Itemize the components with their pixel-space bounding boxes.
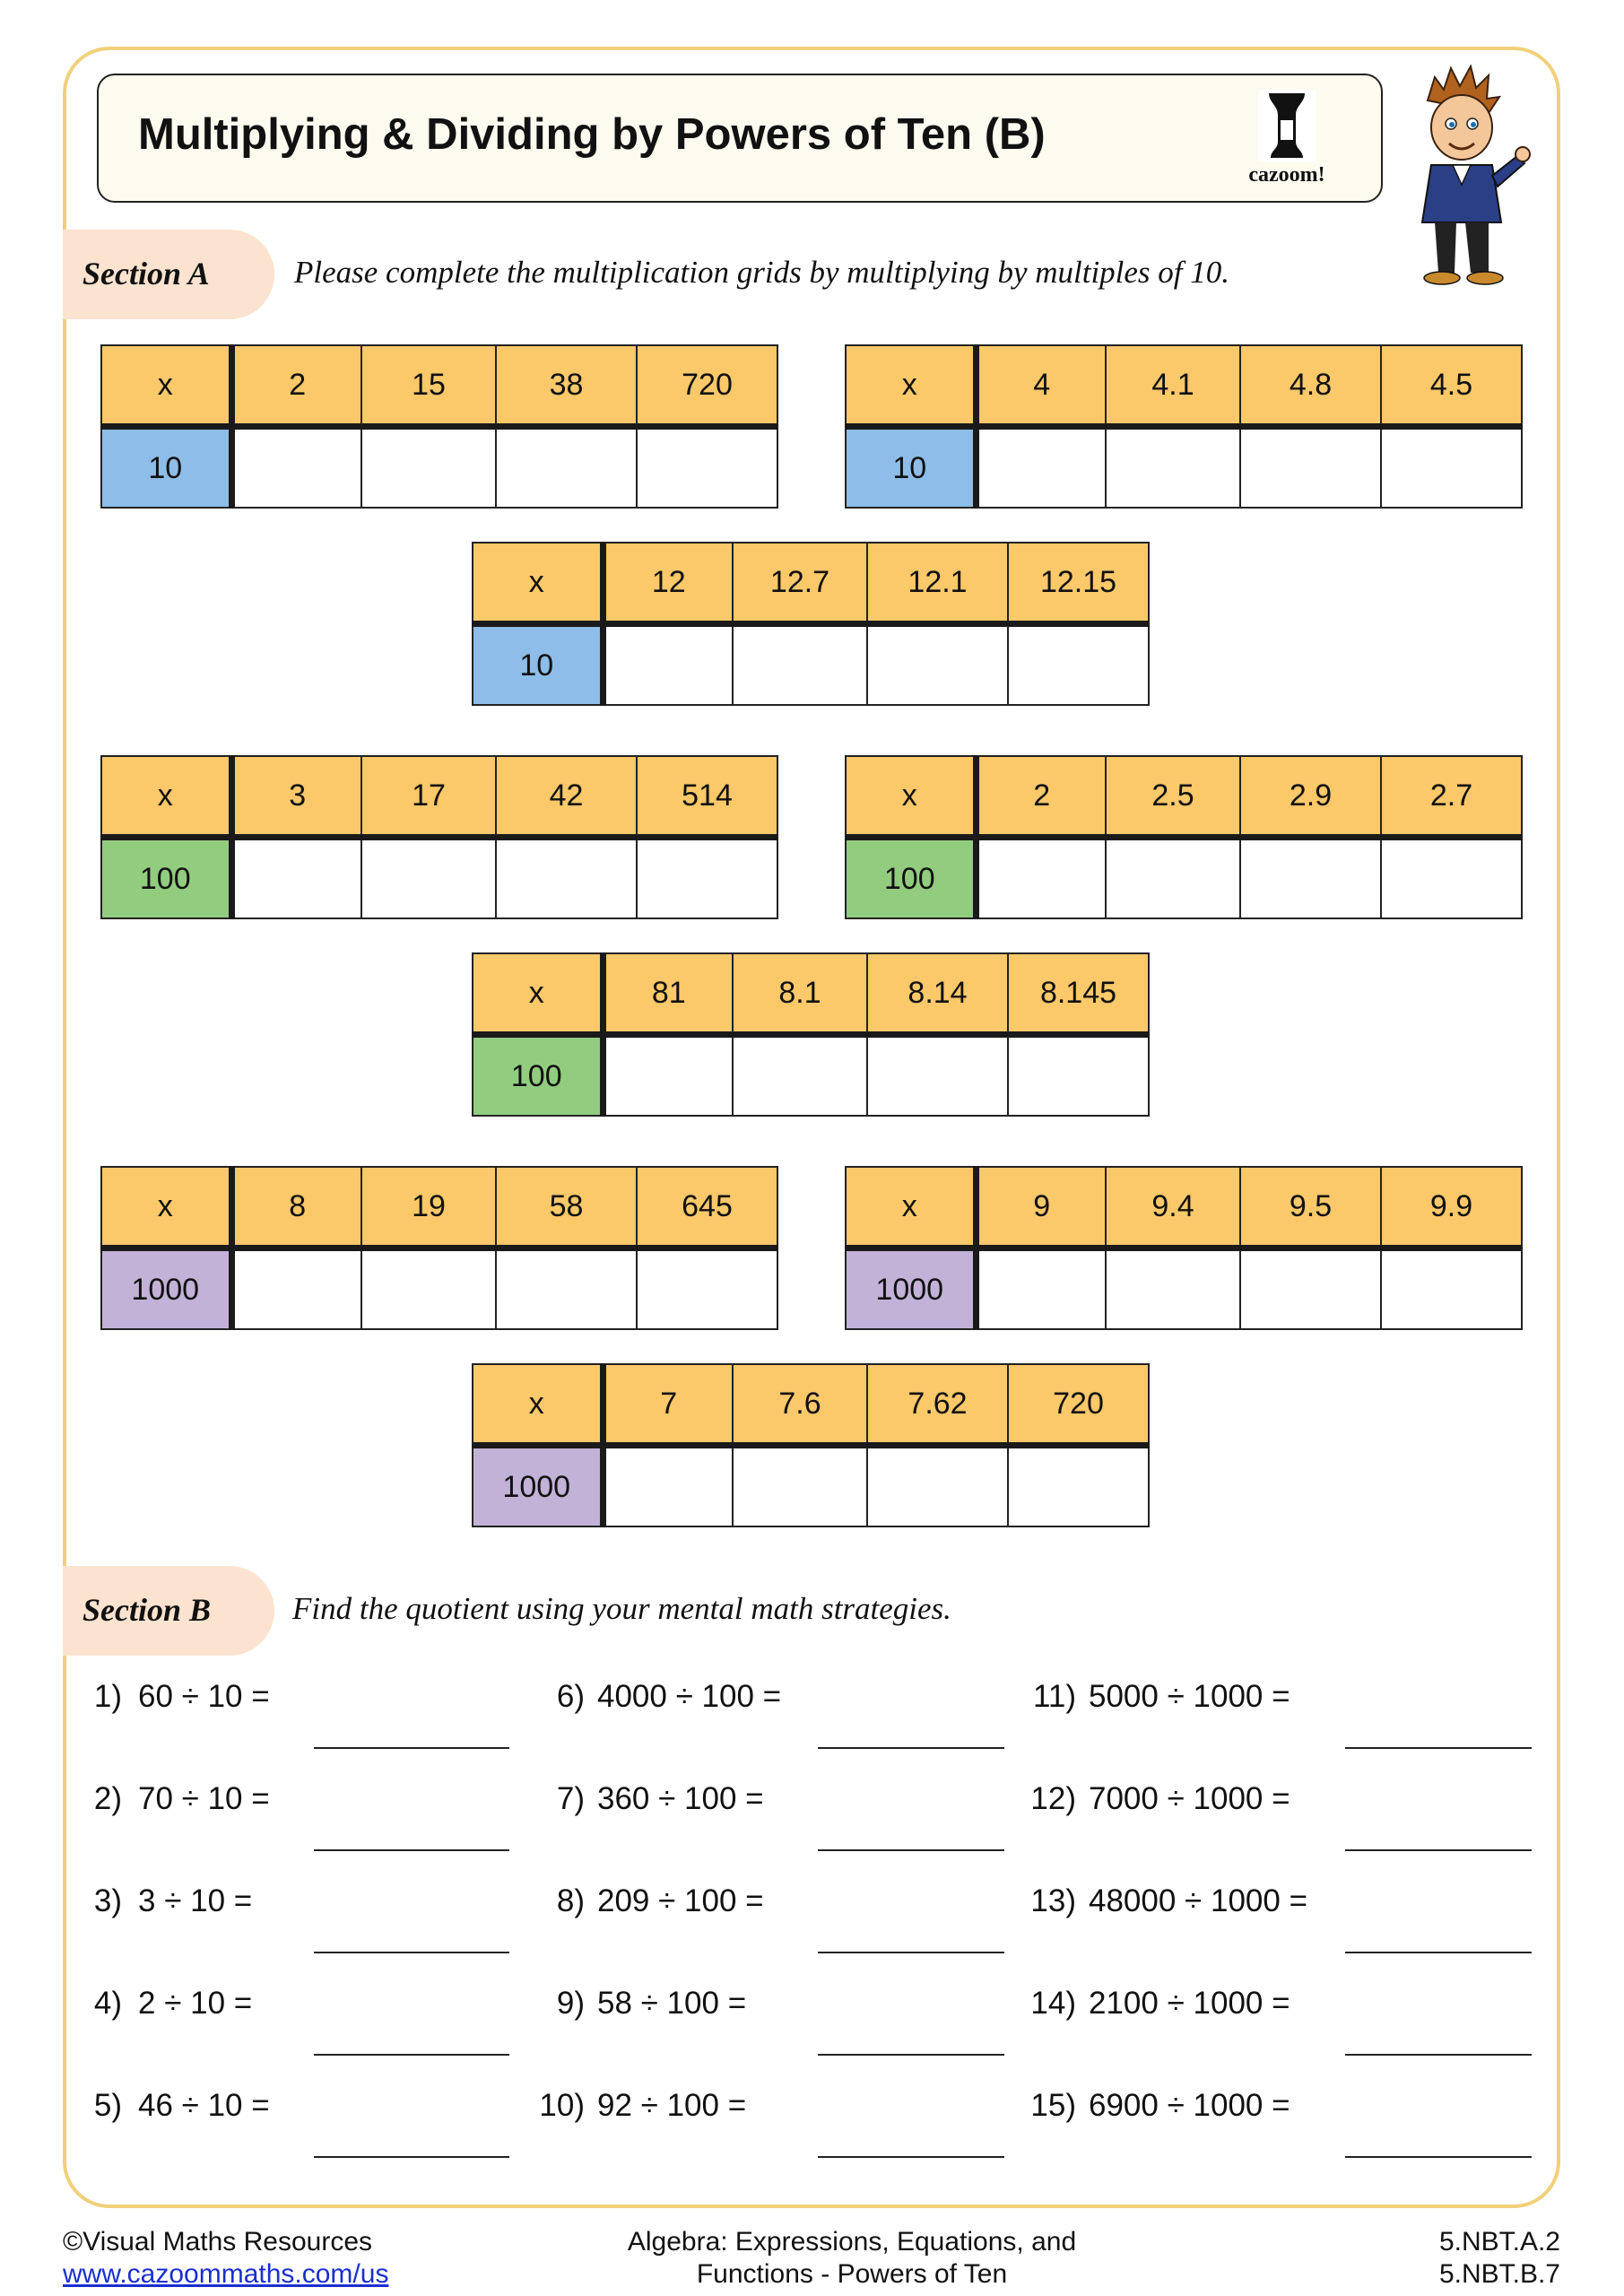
grid-header-value: 2.7 — [1381, 756, 1522, 838]
question-number: 6) — [556, 1679, 585, 1714]
question-number: 9) — [556, 1986, 585, 2021]
grid-header-value: 9.9 — [1381, 1167, 1522, 1248]
grid-times-symbol: x — [473, 1364, 603, 1446]
grid-header-value: 4 — [976, 345, 1106, 427]
footer-topic-line2: Functions - Powers of Ten — [696, 2259, 1008, 2289]
grid-answer-cell[interactable] — [1240, 838, 1381, 919]
grid-multiplier: 10 — [846, 427, 976, 509]
footer-left — [63, 2226, 388, 2291]
multiplication-grid — [100, 1166, 778, 1330]
grid-header-value: 17 — [361, 756, 496, 838]
answer-line[interactable] — [818, 2156, 1004, 2158]
grid-header-value: 7.6 — [733, 1364, 867, 1446]
multiplication-grid — [472, 952, 1150, 1117]
grid-multiplier: 10 — [101, 427, 231, 509]
answer-line[interactable] — [818, 1952, 1004, 1953]
grid-answer-cell[interactable] — [867, 1446, 1008, 1527]
logo-figure-icon — [1229, 84, 1345, 165]
grid-multiplier: 100 — [101, 838, 231, 919]
grid-multiplier: 10 — [473, 624, 603, 706]
multiplication-grid — [100, 755, 778, 919]
question-number: 2) — [93, 1781, 122, 1816]
question-number: 12) — [1030, 1781, 1076, 1816]
grid-answer-cell[interactable] — [733, 624, 867, 706]
multiplication-grid — [472, 1363, 1150, 1527]
footer-copyright: ©Visual Maths Resources — [63, 2227, 373, 2257]
question-number: 8) — [556, 1883, 585, 1918]
section-b-tab — [63, 1566, 274, 1656]
grid-answer-cell[interactable] — [361, 838, 496, 919]
grid-answer-cell[interactable] — [1381, 1248, 1522, 1330]
answer-line[interactable] — [1345, 2054, 1532, 2056]
question-text: 70 ÷ 10 = — [138, 1781, 270, 1816]
answer-line[interactable] — [314, 1952, 509, 1953]
multiplication-grid — [100, 344, 778, 509]
grid-multiplier: 1000 — [101, 1248, 231, 1330]
answer-line[interactable] — [818, 1747, 1004, 1749]
question-text: 5000 ÷ 1000 = — [1089, 1679, 1290, 1714]
grid-answer-cell[interactable] — [867, 624, 1008, 706]
grid-answer-cell[interactable] — [637, 838, 777, 919]
grid-header-value: 4.5 — [1381, 345, 1522, 427]
grid-answer-cell[interactable] — [637, 1248, 777, 1330]
grid-answer-cell[interactable] — [361, 427, 496, 509]
section-a-tab — [63, 230, 274, 319]
multiplication-grid — [472, 542, 1150, 706]
footer-website-link[interactable]: www.cazoommaths.com/us — [63, 2259, 389, 2289]
grid-times-symbol: x — [846, 1167, 976, 1248]
answer-line[interactable] — [1345, 1952, 1532, 1953]
footer-standard-2: 5.NBT.B.7 — [1438, 2259, 1560, 2289]
grid-header-value: 4.1 — [1106, 345, 1240, 427]
grid-header-value: 9.5 — [1240, 1167, 1381, 1248]
grid-header-value: 2.9 — [1240, 756, 1381, 838]
grid-multiplier: 100 — [473, 1035, 603, 1117]
grid-answer-cell[interactable] — [231, 838, 361, 919]
grid-answer-cell[interactable] — [1240, 1248, 1381, 1330]
question-text: 46 ÷ 10 = — [138, 2088, 270, 2123]
grid-answer-cell[interactable] — [1106, 1248, 1240, 1330]
grid-answer-cell[interactable] — [1106, 427, 1240, 509]
footer-topic — [538, 2226, 1166, 2291]
question-number: 11) — [1033, 1679, 1076, 1714]
grid-header-value: 514 — [637, 756, 777, 838]
question-text: 3 ÷ 10 = — [138, 1883, 253, 1918]
grid-header-value: 8 — [231, 1167, 361, 1248]
section-b-label: Section B — [83, 1592, 212, 1628]
grid-times-symbol: x — [101, 345, 231, 427]
question-text: 92 ÷ 100 = — [597, 2088, 747, 2123]
grid-header-value: 8.14 — [867, 953, 1008, 1035]
grid-times-symbol: x — [101, 1167, 231, 1248]
grid-times-symbol: x — [473, 953, 603, 1035]
grid-answer-cell[interactable] — [603, 624, 733, 706]
multiplication-grid — [845, 755, 1523, 919]
grid-answer-cell[interactable] — [976, 1248, 1106, 1330]
question-number: 14) — [1030, 1986, 1076, 2021]
grid-header-value: 2 — [231, 345, 361, 427]
answer-line[interactable] — [314, 1747, 509, 1749]
footer-standards — [1381, 2226, 1560, 2291]
grid-header-value: 15 — [361, 345, 496, 427]
answer-line[interactable] — [1345, 1849, 1532, 1851]
grid-answer-cell[interactable] — [976, 427, 1106, 509]
grid-times-symbol: x — [101, 756, 231, 838]
question-number: 1) — [93, 1679, 122, 1714]
answer-line[interactable] — [314, 2156, 509, 2158]
grid-header-value: 3 — [231, 756, 361, 838]
answer-line[interactable] — [818, 2054, 1004, 2056]
section-a-instruction: Please complete the multiplication grids by multiplying by multiples of 10. — [294, 255, 1230, 290]
grid-answer-cell[interactable] — [1381, 427, 1522, 509]
footer-topic-line1: Algebra: Expressions, Equations, and — [627, 2227, 1077, 2257]
grid-header-value: 19 — [361, 1167, 496, 1248]
question-text: 4000 ÷ 100 = — [597, 1679, 782, 1714]
question-text: 2100 ÷ 1000 = — [1089, 1986, 1290, 2021]
answer-line[interactable] — [1345, 1747, 1532, 1749]
grid-header-value: 4.8 — [1240, 345, 1381, 427]
grid-answer-cell[interactable] — [1008, 624, 1149, 706]
grid-header-value: 58 — [496, 1167, 637, 1248]
grid-header-value: 2 — [976, 756, 1106, 838]
grid-header-value: 7.62 — [867, 1364, 1008, 1446]
grid-header-value: 2.5 — [1106, 756, 1240, 838]
question-text: 2 ÷ 10 = — [138, 1986, 253, 2021]
multiplication-grid — [845, 1166, 1523, 1330]
answer-line[interactable] — [818, 1849, 1004, 1851]
question-text: 48000 ÷ 1000 = — [1089, 1883, 1308, 1918]
grid-multiplier: 1000 — [846, 1248, 976, 1330]
grid-answer-cell[interactable] — [231, 427, 361, 509]
grid-header-value: 12 — [603, 543, 733, 624]
grid-header-value: 9.4 — [1106, 1167, 1240, 1248]
grid-multiplier: 100 — [846, 838, 976, 919]
grid-answer-cell[interactable] — [733, 1035, 867, 1117]
grid-header-value: 8.145 — [1008, 953, 1149, 1035]
grid-answer-cell[interactable] — [1008, 1446, 1149, 1527]
question-number: 4) — [93, 1986, 122, 2021]
grid-answer-cell[interactable] — [603, 1035, 733, 1117]
grid-header-value: 7 — [603, 1364, 733, 1446]
grid-answer-cell[interactable] — [603, 1446, 733, 1527]
grid-header-value: 720 — [1008, 1364, 1149, 1446]
title-box — [97, 74, 1383, 203]
grid-header-value: 8.1 — [733, 953, 867, 1035]
grid-header-value: 12.1 — [867, 543, 1008, 624]
question-text: 209 ÷ 100 = — [597, 1883, 764, 1918]
grid-times-symbol: x — [846, 345, 976, 427]
question-text: 60 ÷ 10 = — [138, 1679, 270, 1714]
multiplication-grid — [845, 344, 1523, 509]
grid-times-symbol: x — [846, 756, 976, 838]
section-a-label: Section A — [83, 256, 210, 291]
grid-header-value: 38 — [496, 345, 637, 427]
grid-answer-cell[interactable] — [361, 1248, 496, 1330]
question-text: 360 ÷ 100 = — [597, 1781, 764, 1816]
grid-answer-cell[interactable] — [1240, 427, 1381, 509]
grid-answer-cell[interactable] — [1106, 838, 1240, 919]
question-number: 7) — [556, 1781, 585, 1816]
grid-answer-cell[interactable] — [496, 1248, 637, 1330]
grid-header-value: 81 — [603, 953, 733, 1035]
grid-header-value: 720 — [637, 345, 777, 427]
grid-header-value: 12.15 — [1008, 543, 1149, 624]
footer-standard-1: 5.NBT.A.2 — [1438, 2227, 1560, 2257]
grid-answer-cell[interactable] — [231, 1248, 361, 1330]
question-text: 6900 ÷ 1000 = — [1089, 2088, 1290, 2123]
question-number: 13) — [1030, 1883, 1076, 1918]
grid-answer-cell[interactable] — [1381, 838, 1522, 919]
grid-times-symbol: x — [473, 543, 603, 624]
grid-header-value: 42 — [496, 756, 637, 838]
question-text: 7000 ÷ 1000 = — [1089, 1781, 1290, 1816]
answer-line[interactable] — [314, 2054, 509, 2056]
grid-answer-cell[interactable] — [733, 1446, 867, 1527]
question-number: 3) — [93, 1883, 122, 1918]
grid-multiplier: 1000 — [473, 1446, 603, 1527]
question-number: 5) — [93, 2088, 122, 2123]
question-number: 15) — [1030, 2088, 1076, 2123]
logo-text: cazoom! — [1248, 163, 1325, 187]
answer-line[interactable] — [314, 1849, 509, 1851]
mascot-illustration — [1399, 59, 1533, 289]
grid-answer-cell[interactable] — [867, 1035, 1008, 1117]
grid-answer-cell[interactable] — [496, 427, 637, 509]
section-b-instruction: Find the quotient using your mental math strategies. — [292, 1591, 951, 1626]
grid-header-value: 12.7 — [733, 543, 867, 624]
grid-answer-cell[interactable] — [637, 427, 777, 509]
question-text: 58 ÷ 100 = — [597, 1986, 747, 2021]
cazoom-logo — [1229, 84, 1345, 190]
grid-answer-cell[interactable] — [496, 838, 637, 919]
grid-answer-cell[interactable] — [976, 838, 1106, 919]
grid-header-value: 9 — [976, 1167, 1106, 1248]
question-number: 10) — [539, 2088, 585, 2123]
grid-answer-cell[interactable] — [1008, 1035, 1149, 1117]
page-title: Multiplying & Dividing by Powers of Ten (B) — [138, 110, 1046, 159]
grid-header-value: 645 — [637, 1167, 777, 1248]
answer-line[interactable] — [1345, 2156, 1532, 2158]
